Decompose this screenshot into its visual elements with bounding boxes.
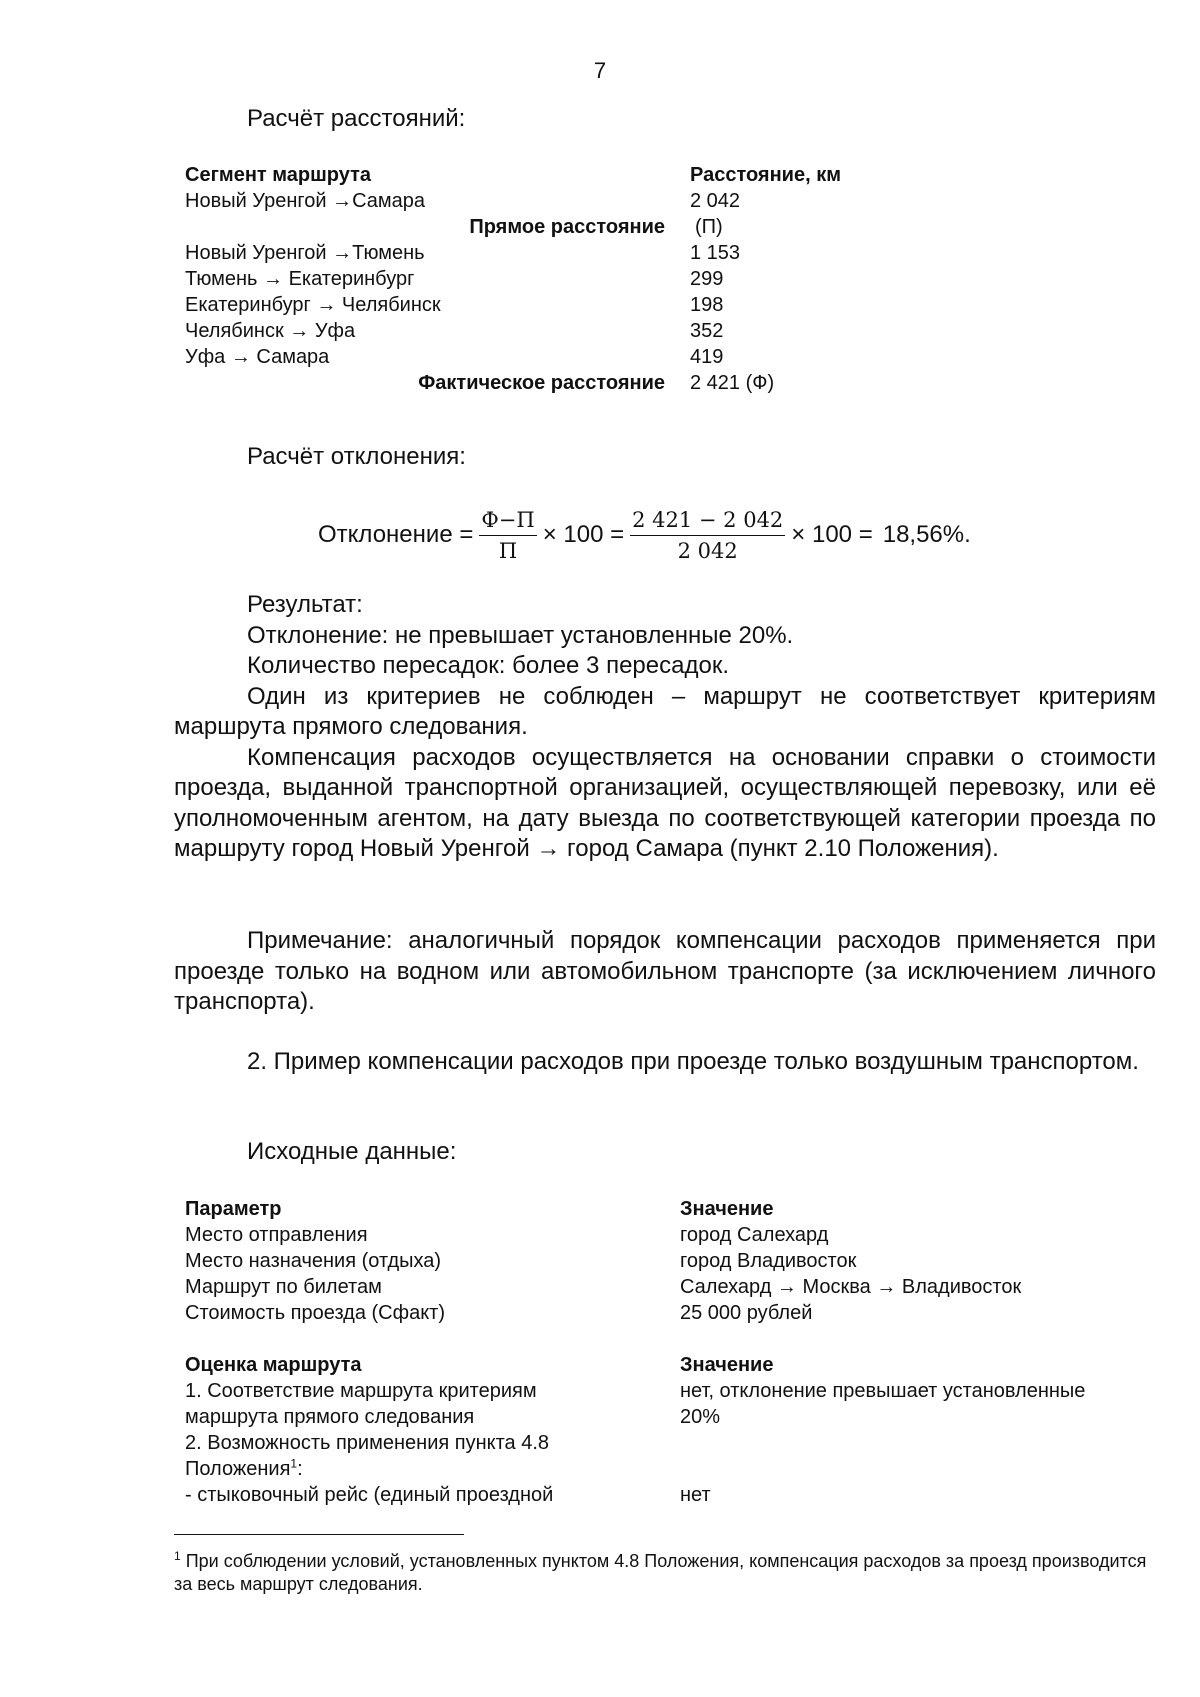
initial-data-heading: Исходные данные: xyxy=(247,1138,457,1165)
table-row xyxy=(185,370,775,396)
fraction-denominator: 2 042 xyxy=(677,538,738,563)
formula-fraction-symbolic xyxy=(479,508,536,563)
compensation-paragraph: Компенсация расходов осуществляется на основании справки о стоимости проезда, выданной транспортной организацией, осуществляющей перевозку, или её уполномоченным агентом, на дату выезда по соответствующей категории проезда по маршруту город Новый Уренгой → город Самара (пункт 2.10 Положения). xyxy=(174,743,1156,862)
param-value: Салехард → Москва → Владивосток xyxy=(680,1276,1022,1298)
criterion-text: маршрута прямого следования xyxy=(185,1406,475,1428)
criterion-value: 20% xyxy=(680,1406,721,1428)
page-number: 7 xyxy=(593,58,607,83)
example-title-paragraph xyxy=(174,1047,1156,1078)
distance-table xyxy=(185,162,842,396)
criterion-text: - стыковочный рейс (единый проездной xyxy=(185,1484,554,1506)
segment-distance: 198 xyxy=(690,294,724,316)
result-heading: Результат: xyxy=(247,591,363,618)
segment-name: Новый Уренгой →Тюмень xyxy=(185,242,425,264)
table-row xyxy=(185,214,723,240)
value-column-header: Значение xyxy=(680,1198,774,1220)
note-paragraph xyxy=(174,926,1156,1018)
formula-multiplier: × 100 = xyxy=(791,521,873,548)
formula-result: 18,56%. xyxy=(882,521,971,548)
result-section xyxy=(174,590,1156,865)
criterion-text-part: Положения xyxy=(185,1458,291,1480)
formula-label: Отклонение = xyxy=(318,521,474,548)
footnote xyxy=(174,1550,1164,1596)
footnote-separator xyxy=(174,1534,464,1535)
segment-distance: 2 042 xyxy=(690,190,741,212)
actual-distance-label: Фактическое расстояние xyxy=(418,372,665,394)
criterion-value: нет, отклонение превышает установленные xyxy=(680,1380,1086,1402)
direct-distance-label: Прямое расстояние xyxy=(469,216,665,238)
param-value: город Владивосток xyxy=(680,1250,857,1272)
result-conclusion-paragraph: Один из критериев не соблюден – маршрут не соответствует критериям маршрута прямого следования. xyxy=(174,682,1156,740)
direct-distance-symbol: (П) xyxy=(695,216,723,238)
formula-fraction-numeric xyxy=(630,508,785,563)
criterion-text xyxy=(185,1456,303,1482)
table-row xyxy=(185,188,741,214)
segment-name: Новый Уренгой →Самара xyxy=(185,190,426,212)
value-column-header: Значение xyxy=(680,1354,774,1376)
param-name: Место отправления xyxy=(185,1224,368,1246)
table-row xyxy=(185,240,741,266)
table-row xyxy=(185,344,724,370)
table-row xyxy=(185,292,724,318)
table-header-row xyxy=(185,162,842,188)
formula-multiplier: × 100 = xyxy=(542,521,625,548)
fraction-denominator: П xyxy=(498,538,518,563)
table-row xyxy=(185,318,724,344)
segment-column-header: Сегмент маршрута xyxy=(185,164,372,186)
segment-distance: 299 xyxy=(690,268,724,290)
param-name: Место назначения (отдыха) xyxy=(185,1250,442,1272)
param-column-header: Параметр xyxy=(185,1198,282,1220)
result-deviation-line: Отклонение: не превышает установленные 20%. xyxy=(247,621,794,649)
deviation-heading: Расчёт отклонения: xyxy=(247,443,466,470)
table-row xyxy=(185,266,724,292)
criterion-value: нет xyxy=(680,1484,711,1506)
segment-distance: 419 xyxy=(690,346,724,368)
fraction-numerator: Ф−П xyxy=(479,508,536,536)
footnote-mark: 1 xyxy=(174,1549,181,1563)
segment-name: Тюмень → Екатеринбург xyxy=(185,268,415,290)
footnote-reference: 1 xyxy=(290,1456,298,1471)
segment-name: Екатеринбург → Челябинск xyxy=(185,294,441,316)
distance-heading: Расчёт расстояний: xyxy=(247,105,466,132)
param-value: 25 000 рублей xyxy=(680,1302,813,1324)
param-value: город Салехард xyxy=(680,1224,829,1246)
segment-name: Челябинск → Уфа xyxy=(185,320,356,342)
distance-column-header: Расстояние, км xyxy=(690,164,842,186)
segment-name: Уфа → Самара xyxy=(185,346,330,368)
criterion-text: 2. Возможность применения пункта 4.8 xyxy=(185,1432,550,1454)
segment-distance: 1 153 xyxy=(690,242,741,264)
example-title: 2. Пример компенсации расходов при проезде только воздушным транспортом. xyxy=(247,1048,1139,1075)
actual-distance-value: 2 421 (Ф) xyxy=(690,372,775,394)
fraction-numerator: 2 421 − 2 042 xyxy=(630,508,785,536)
criterion-colon: : xyxy=(297,1458,303,1480)
param-name: Маршрут по билетам xyxy=(185,1276,382,1298)
footnote-text: При соблюдении условий, установленных пунктом 4.8 Положения, компенсация расходов за проезд производится за весь маршрут следования. xyxy=(174,1551,1147,1594)
evaluation-column-header: Оценка маршрута xyxy=(185,1354,362,1376)
note-text: Примечание: аналогичный порядок компенсации расходов применяется при проезде только на водном или автомобильном транспорте (за исключением личного транспорта). xyxy=(174,927,1156,1015)
result-transfers-line: Количество пересадок: более 3 пересадок. xyxy=(247,652,729,679)
param-name: Стоимость проезда (Сфакт) xyxy=(185,1302,445,1324)
deviation-formula xyxy=(318,500,971,570)
segment-distance: 352 xyxy=(690,320,724,342)
criterion-text: 1. Соответствие маршрута критериям xyxy=(185,1380,537,1402)
